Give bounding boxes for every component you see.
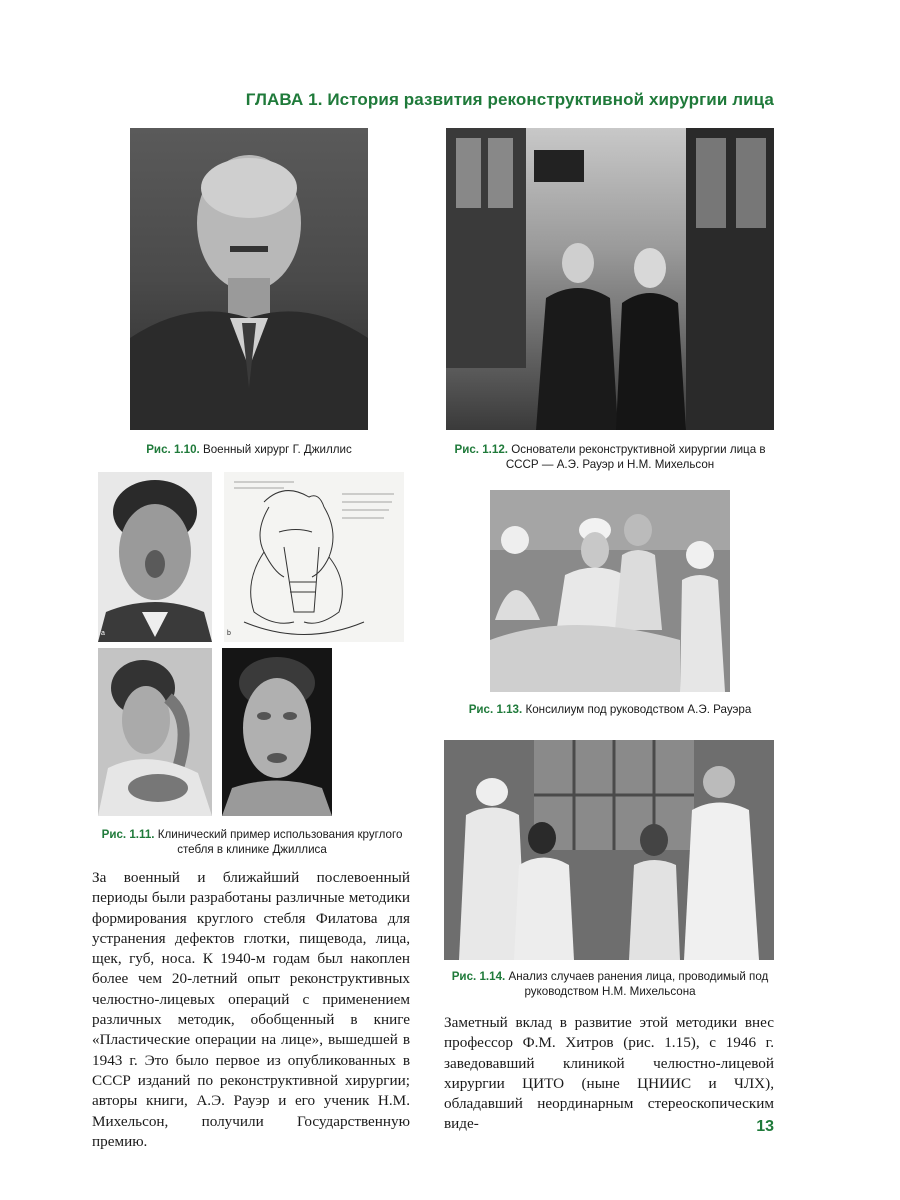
photo-rauer-council xyxy=(490,490,730,692)
label-a: a xyxy=(101,630,105,637)
body-text-left: За военный и ближайший послевоенный периоды были разработаны различные методики формирования круглого стебля Филатова для устранения дефектов глотки, пищевода, лица, щек, губ, носа. К 1940-м годам был накоплен более чем 20-летний опыт реконструктивных челюстно-лицевых операций с применением различных методик, обобщенный в книге «Пластические операции на лице», вышедшей в 1943 г. Это было первое из опубликованных в СССР изданий по реконструктивной хирургии; авторы книги, А.Э. Рауэр и его ученик Н.М. Михельсон, получили Государственную премию. xyxy=(92,869,410,1150)
label-b: b xyxy=(227,630,231,637)
photo-mikhelson-analysis xyxy=(444,740,774,960)
photo-rauer-mikhelson xyxy=(446,128,774,430)
photo-gillies-portrait xyxy=(130,128,368,430)
caption-fig-1-11: Рис. 1.11. Клинический пример использования круглого стебля в клинике Джиллиса xyxy=(101,828,403,856)
caption-fig-1-13: Рис. 1.13. Консилиум под руководством А.Э. Рауэра xyxy=(468,703,752,716)
chapter-header: ГЛАВА 1. История развития реконструктивной хирургии лица xyxy=(245,90,774,109)
caption-fig-1-12: Рис. 1.12. Основатели реконструктивной хирургии лица в СССР — А.Э. Рауэр и Н.М. Михельсон xyxy=(454,443,766,471)
photo-patient-c xyxy=(98,648,212,816)
caption-fig-1-14: Рис. 1.14. Анализ случаев ранения лица, проводимый под руководством Н.М. Михельсона xyxy=(451,970,769,998)
drawing-patient-b xyxy=(224,472,404,642)
caption-fig-1-10: Рис. 1.10. Военный хирург Г. Джиллис xyxy=(146,443,352,456)
photo-patient-a xyxy=(98,472,212,642)
page-number: 13 xyxy=(756,1118,774,1135)
photo-patient-d xyxy=(222,648,332,816)
body-text-right: Заметный вклад в развитие этой методики внес профессор Ф.М. Хитров (рис. 1.15), с 1946 г. заведовавший клиникой челюстно-лицевой хирургии ЦИТО (ныне ЦНИИС и ЧЛХ), обладавший неординарным стереоскопическим виде- xyxy=(444,1014,774,1133)
